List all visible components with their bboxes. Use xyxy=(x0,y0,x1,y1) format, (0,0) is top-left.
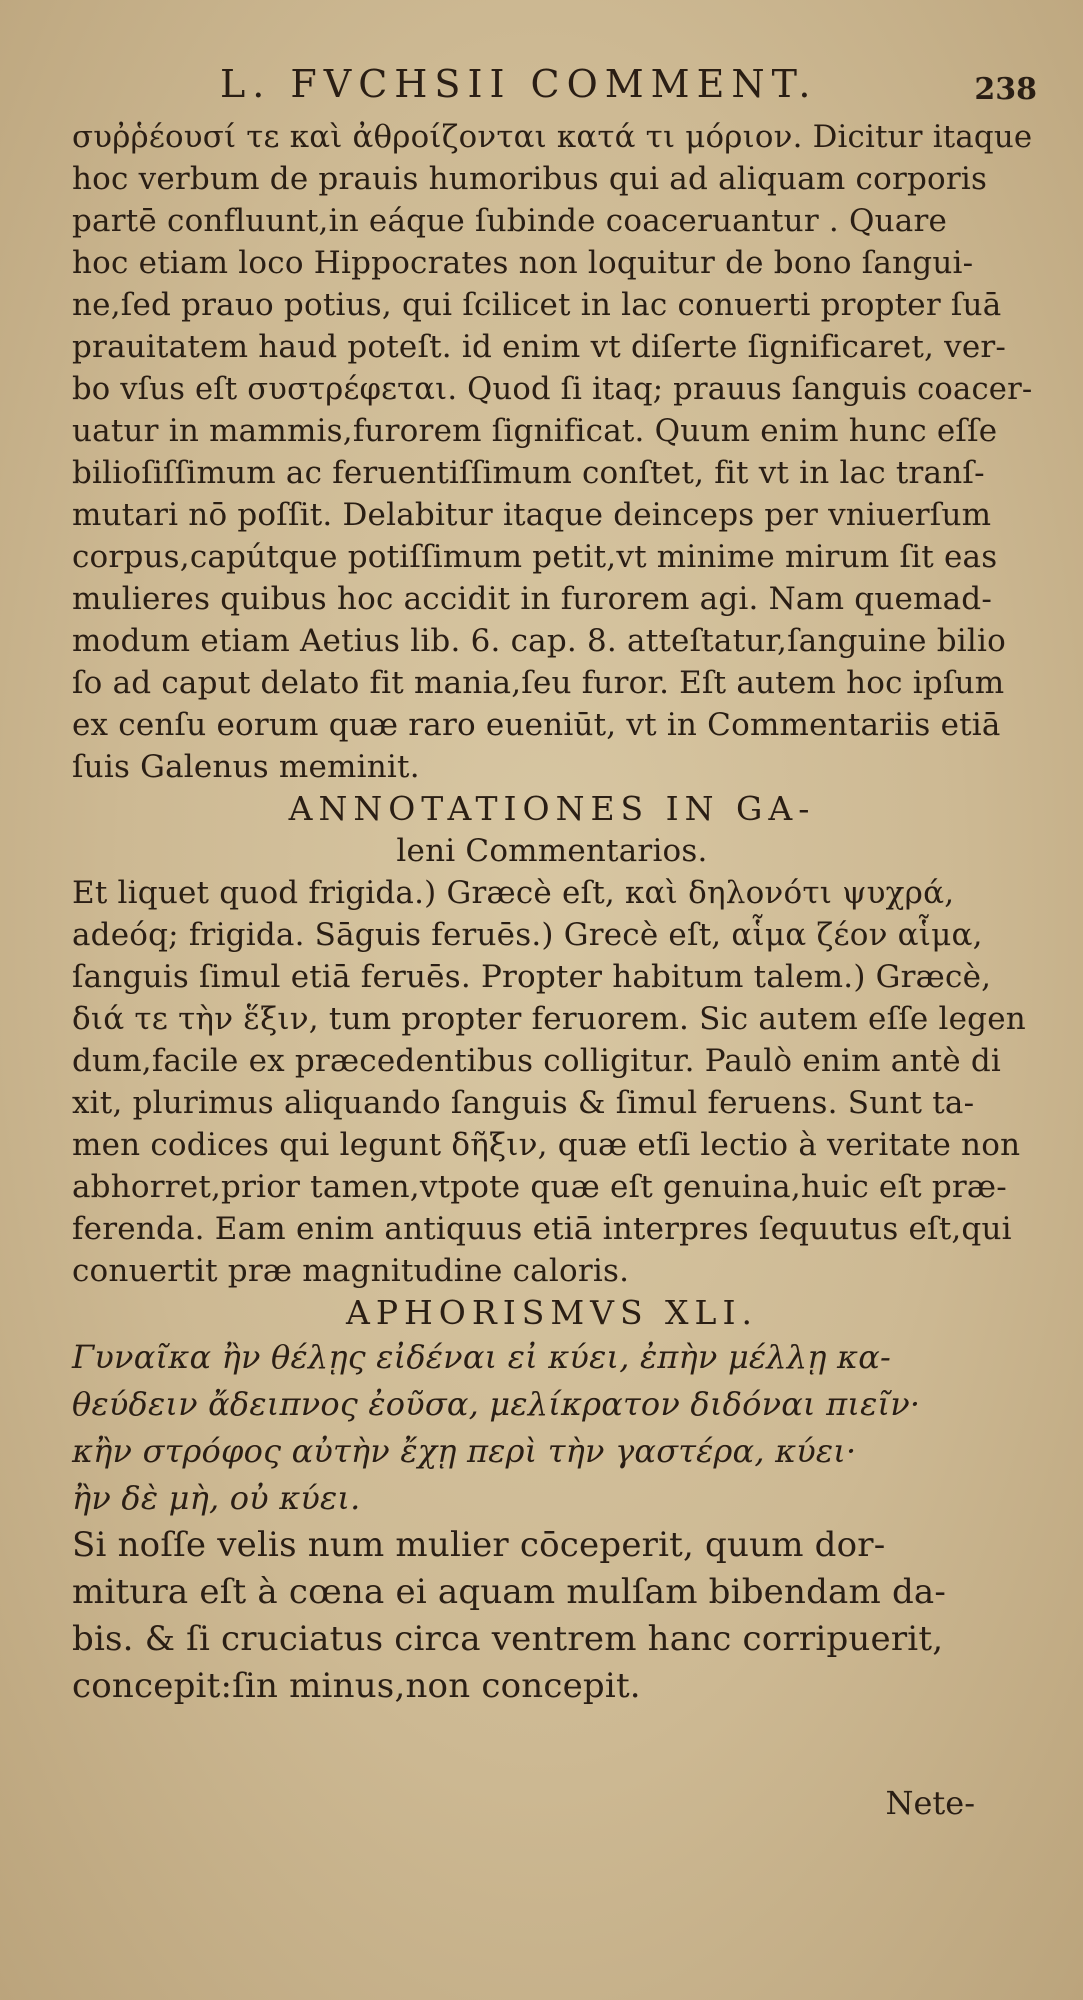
commentary-line: modum etiam Aetius lib. 6. cap. 8. atteſtatur,ſanguine bilio xyxy=(72,623,1006,659)
commentary-line: ſuis Galenus meminit. xyxy=(72,749,420,785)
commentary-line: mutari nō poſſit. Delabitur itaque deinceps per vniuerſum xyxy=(72,497,992,533)
aphorism-latin-line: concepit:ſin minus,non concepit. xyxy=(72,1666,641,1706)
commentary-line: corpus,capútque potiſſimum petit,vt minime mirum ſit eas xyxy=(72,539,998,575)
catchword: Nete- xyxy=(885,1784,975,1822)
annotations-heading: ANNOTATIONES IN GA- xyxy=(288,789,816,828)
aphorism-latin-line: Si noſſe velis num mulier cōceperit, quum dor- xyxy=(72,1525,886,1565)
annotation-line: men codices qui legunt δῆξιν, quæ etſi lectio à veritate non xyxy=(72,1127,1021,1163)
annotation-line: Et liquet quod frigida.) Græcè eſt, καὶ δηλονότι ψυχρά, xyxy=(72,875,955,911)
aphorism-greek-line: Γυναῖκα ἢν θέλῃς εἰδέναι εἰ κύει, ἐπὴν μέλλῃ κα- xyxy=(72,1338,892,1376)
commentary-line: hoc verbum de prauis humoribus qui ad aliquam corporis xyxy=(72,161,988,197)
annotation-line: dum,facile ex præcedentibus colligitur. Paulò enim antè di xyxy=(72,1043,1002,1079)
commentary-line: hoc etiam loco Hippocrates non loquitur de bono ſangui- xyxy=(72,245,974,281)
commentary-line: uatur in mammis,furorem ſignificat. Quum enim hunc eſſe xyxy=(72,413,998,449)
annotation-line: διά τε τὴν ἕξιν, tum propter feruorem. Sic autem eſſe legen xyxy=(72,1001,1026,1037)
aphorism-heading: APHORISMVS XLI. xyxy=(345,1293,758,1332)
annotation-line: ſanguis ſimul etiā feruēs. Propter habitum talem.) Græcè, xyxy=(72,959,992,995)
annotation-line: ferenda. Eam enim antiquus etiā interpres ſequutus eſt,qui xyxy=(72,1211,1012,1247)
commentary-line: mulieres quibus hoc accidit in furorem agi. Nam quemad- xyxy=(72,581,993,617)
aphorism-latin-line: mitura eſt à cœna ei aquam mulſam bibendam da- xyxy=(72,1572,947,1612)
running-head xyxy=(0,62,1083,110)
page-number: 238 xyxy=(974,72,1037,107)
text-block xyxy=(72,116,1032,1710)
commentary-line: bilioſiſſimum ac feruentiſſimum conſtet, fit vt in lac tranſ- xyxy=(72,455,985,491)
commentary-line: ſo ad caput delato fit mania,ſeu furor. Eſt autem hoc ipſum xyxy=(72,665,1005,701)
annotation-line: conuertit præ magnitudine caloris. xyxy=(72,1253,630,1289)
annotation-line: abhorret,prior tamen,vtpote quæ eſt genuina,huic eſt præ- xyxy=(72,1169,1007,1205)
running-title: L. FVCHSII COMMENT. xyxy=(220,62,818,106)
aphorism-latin-line: bis. & ſi cruciatus circa ventrem hanc corripuerit, xyxy=(72,1619,944,1659)
commentary-line: συῤῥέουσί τε καὶ ἀθροίζονται κατά τι μόριον. Dicitur itaque xyxy=(72,119,1033,155)
commentary-line: prauitatem haud poteſt. id enim vt diſerte ſignificaret, ver- xyxy=(72,329,1007,365)
aphorism-greek-line: ἢν δὲ μὴ, οὐ κύει. xyxy=(72,1479,361,1517)
annotations-subheading: leni Commentarios. xyxy=(396,833,708,869)
commentary-line: ne,ſed prauo potius, qui ſcilicet in lac conuerti propter ſuā xyxy=(72,287,1002,323)
commentary-line: ex cenſu eorum quæ raro eueniūt, vt in Commentariis etiā xyxy=(72,707,1001,743)
annotation-line: xit, plurimus aliquando ſanguis & ſimul feruens. Sunt ta- xyxy=(72,1085,975,1121)
annotation-line: adeóq; frigida. Sāguis feruēs.) Grecè eſt, αἷμα ζέον αἷμα, xyxy=(72,917,983,953)
commentary-line: bo vſus eſt συστρέφεται. Quod ſi itaq; prauus ſanguis coacer- xyxy=(72,371,1033,407)
commentary-line: partē confluunt,in eáque ſubinde coaceruantur . Quare xyxy=(72,203,948,239)
aphorism-greek-line: κἢν στρόφος αὐτὴν ἔχῃ περὶ τὴν γαστέρα, κύει· xyxy=(72,1432,857,1470)
aphorism-greek-line: θεύδειν ἄδειπνος ἐοῦσα, μελίκρατον διδόναι πιεῖν· xyxy=(72,1385,921,1423)
